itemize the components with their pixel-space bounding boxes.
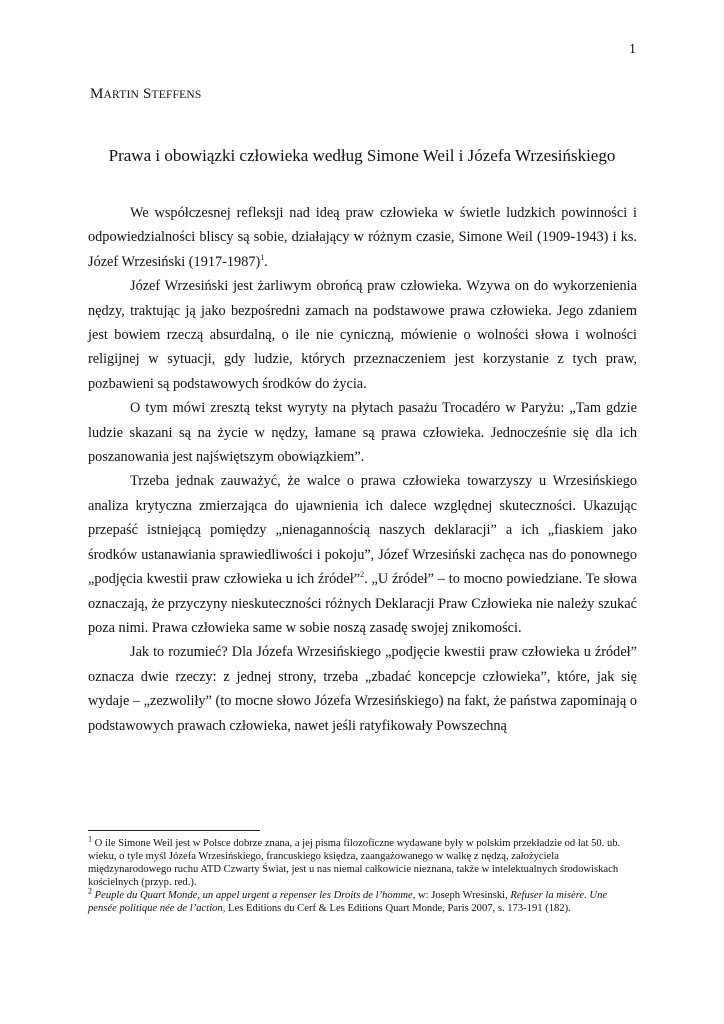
footnote-divider xyxy=(88,830,260,831)
footnote xyxy=(88,886,637,915)
paragraph: Józef Wrzesiński jest żarliwym obrońcą praw człowieka. Wzywa on do wykorzenienia nędzy, traktując ją jako bezpośredni zamach na podstawowe prawa człowieka. Jego zdaniem jest bowiem rzeczą absurdalną, o ile nie cyniczną, mówienie o wolności słowa i wolności religijnej w sytuacji, gdy ludzie, których przeznaczeniem jest korzystanie z tych praw, pozbawieni są podstawowych środków do życia. xyxy=(88,278,637,392)
author-name xyxy=(90,86,201,103)
article-body xyxy=(88,201,637,738)
author-last-rest: TEFFENS xyxy=(151,89,202,101)
footnote-text: , Les Editions du Cerf & Les Editions Quart Monde, Paris 2007, s. 173-191 (182). xyxy=(222,903,571,914)
footnote-ref[interactable]: 1 xyxy=(260,253,265,263)
article-title: Prawa i obowiązki człowieka według Simone Weil i Józefa Wrzesińskiego xyxy=(108,146,616,165)
paragraph-tail: . xyxy=(264,253,268,270)
paragraph xyxy=(88,201,637,274)
paragraph-tail: . „U źródeł” – to mocno powiedziane. Te słowa oznaczają, że przyczyny nieskuteczności różnych Deklaracji Praw Człowieka nie należy szukać poza nimi. Prawa człowieka same w sobie noszą zasadę swojej znikomości. xyxy=(88,571,637,636)
author-last-initial: S xyxy=(142,86,152,102)
author-first-rest: ARTIN xyxy=(103,89,139,101)
author-first-initial: M xyxy=(90,86,104,102)
paragraph: O tym mówi zresztą tekst wyryty na płytach pasażu Trocadéro w Paryżu: „Tam gdzie ludzie skazani są na życie w nędzy, łamane są prawa człowieka. Jednocześnie się dla ich poszanowania jest najświętszym obowiązkiem”. xyxy=(88,400,637,466)
footnotes xyxy=(88,834,637,915)
footnote-ref[interactable]: 2 xyxy=(360,570,365,580)
footnote-text: , w: Joseph Wresinski, xyxy=(412,890,511,901)
footnote-italic: Refuser la misère. Une pensée politique née de l’action xyxy=(88,890,608,914)
paragraph-text: We współczesnej refleksji nad ideą praw człowieka w świetle ludzkich powinności i odpowiedzialności bliscy są sobie, działający w różnym czasie, Simone Weil (1909-1943) i ks. Józef Wrzesiński (1917-1987) xyxy=(88,205,637,270)
footnote xyxy=(88,834,637,889)
paragraph: Jak to rozumieć? Dla Józefa Wrzesińskiego „podjęcie kwestii praw człowieka u źródeł” oznacza dwie rzeczy: z jednej strony, trzeba „zbadać koncepcje człowieka”, które, jak się wydaje – „zezwoliły” (to mocne słowo Józefa Wrzesińskiego) na fakt, że państwa zapominają o podstawowych prawach człowieka, nawet jeśli ratyfikowały Powszechną xyxy=(88,644,637,734)
footnote-number: 2 xyxy=(88,886,92,896)
footnote-number: 1 xyxy=(88,834,92,844)
page-number: 1 xyxy=(629,42,636,57)
footnote-text: O ile Simone Weil jest w Polsce dobrze znana, a jej pisma filozoficzne wydawane były w polskim przekładzie od lat 50. ub. wieku, o tyle myśl Józefa Wrzesińskiego, francuskiego księdza, zaangażowanego w walkę z nędzą, założyciela międzynarodowego ruchu ATD Czwarty Świat, jest u nas niemal całkowicie nieznana, także w intelektualnych środowiskach kościelnych (przyp. red.). xyxy=(88,838,621,888)
paragraph xyxy=(88,469,637,640)
paragraph-text: Trzeba jednak zauważyć, że walce o prawa człowieka towarzyszy u Wrzesińskiego analiza krytyczna zmierzająca do ujawnienia ich dalece względnej skuteczności. Ukazując przepaść istniejącą pomiędzy „nienagannością naszych deklaracji” a ich „fiaskiem jako środków ustanawiania sprawiedliwości i pokoju”, Józef Wrzesiński zachęca nas do ponownego „podjęcia kwestii praw człowieka u ich źródeł” xyxy=(88,473,637,588)
footnote-italic: Peuple du Quart Monde, un appel urgent a repenser les Droits de l’homme xyxy=(92,890,413,901)
